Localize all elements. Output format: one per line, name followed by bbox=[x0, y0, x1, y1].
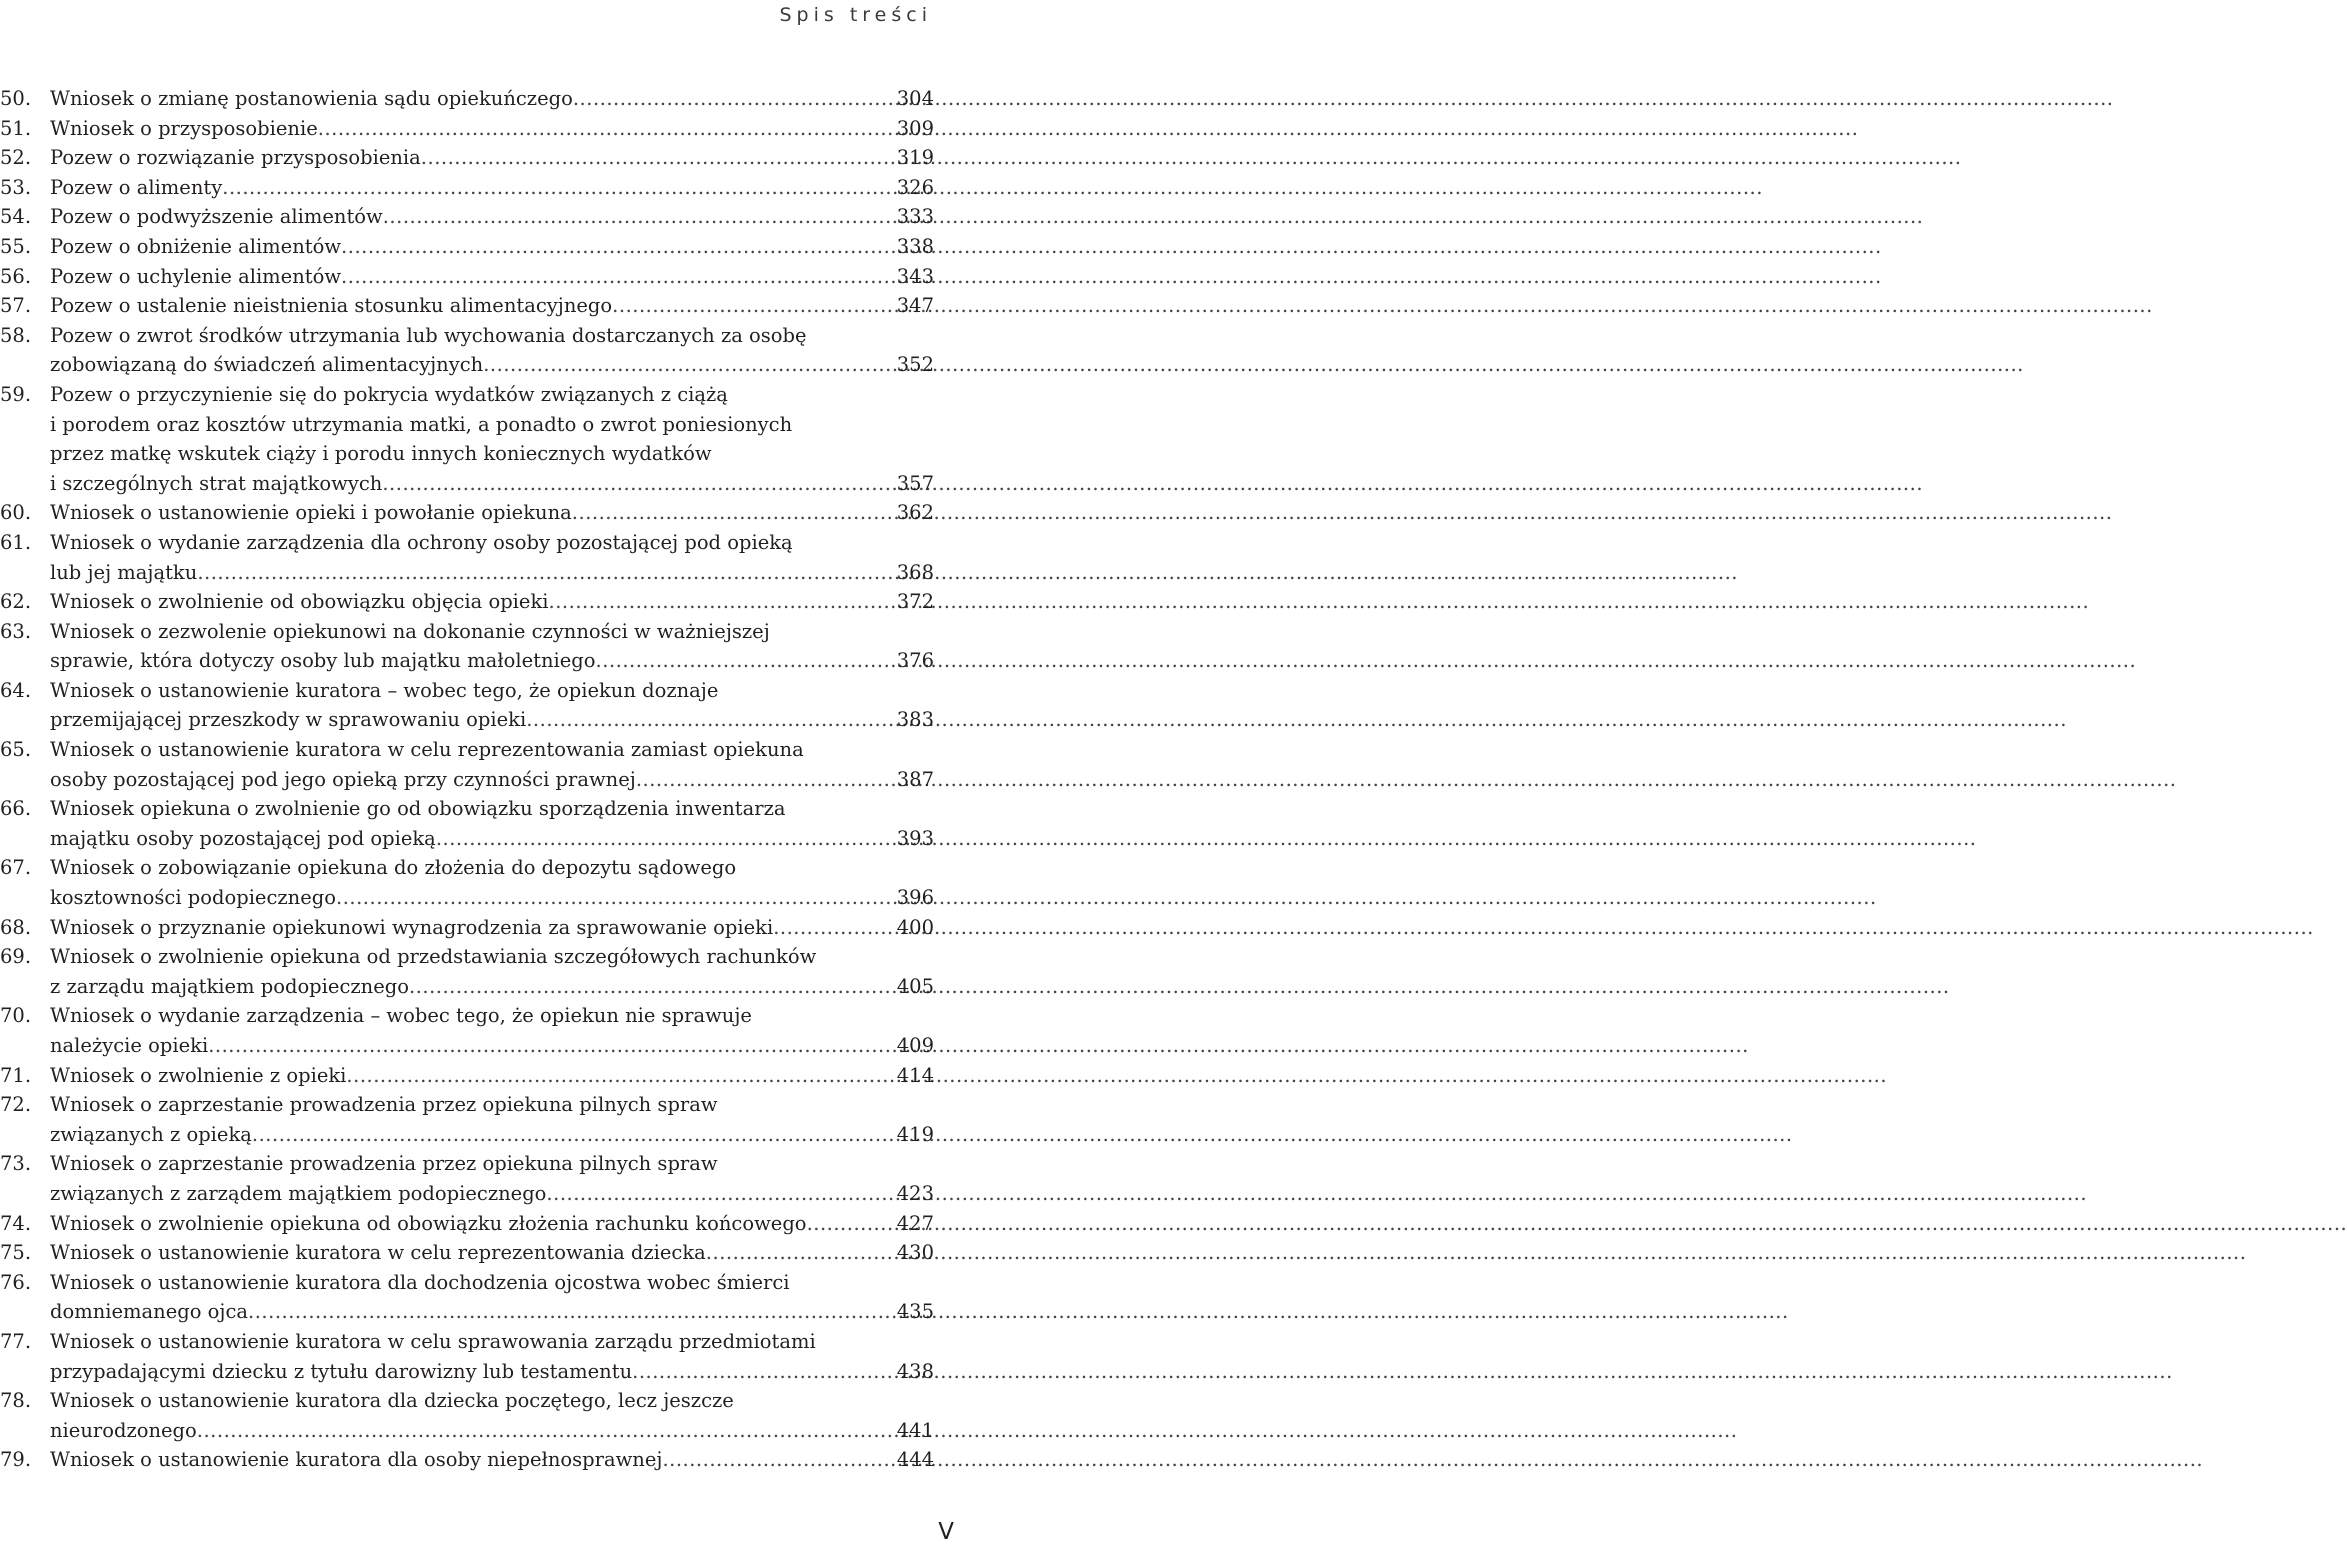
toc-entry-number: 63. bbox=[0, 619, 32, 643]
toc-entry-line bbox=[50, 765, 834, 795]
toc-entry-line: Wniosek o zezwolenie opiekunowi na dokonanie czynności w ważniejszej bbox=[50, 619, 770, 643]
page-number: V bbox=[938, 1519, 954, 1545]
toc-entry[interactable] bbox=[0, 735, 934, 794]
toc-entry-number: 59. bbox=[0, 382, 32, 406]
toc-entry-page: 309 bbox=[896, 116, 934, 140]
toc-entry-page: 419 bbox=[896, 1122, 934, 1146]
toc-entry-title: nieurodzonego bbox=[50, 1418, 197, 1442]
toc-entry-line bbox=[50, 143, 834, 173]
toc-entry-title: przemijającej przeszkody w sprawowaniu opieki bbox=[50, 708, 527, 732]
toc-entry-line: Wniosek o ustanowienie kuratora w celu reprezentowania zamiast opiekuna bbox=[50, 738, 804, 762]
dot-leader bbox=[773, 913, 834, 943]
dot-leader bbox=[807, 1209, 834, 1239]
toc-entry-page: 400 bbox=[896, 915, 934, 939]
toc-entry-line bbox=[50, 114, 834, 144]
toc-entry-line bbox=[50, 262, 834, 292]
toc-entry-page: 387 bbox=[896, 767, 934, 791]
toc-entry-line bbox=[50, 350, 834, 380]
toc-entry-number: 75. bbox=[0, 1241, 32, 1265]
dot-leader bbox=[546, 1179, 834, 1209]
toc-entry[interactable] bbox=[0, 617, 934, 676]
dot-leader bbox=[252, 1120, 834, 1150]
dot-leader bbox=[346, 1061, 834, 1091]
toc-entry[interactable] bbox=[0, 1386, 934, 1445]
toc-entry[interactable] bbox=[0, 528, 934, 587]
toc-entry-page: 357 bbox=[896, 471, 934, 495]
toc-entry-line: przez matkę wskutek ciąży i porodu innych koniecznych wydatków bbox=[50, 442, 712, 466]
toc-entry[interactable] bbox=[0, 380, 934, 498]
toc-entry-line bbox=[50, 1120, 834, 1150]
toc-entry-line: Wniosek o ustanowienie kuratora dla dochodzenia ojcostwa wobec śmierci bbox=[50, 1270, 790, 1294]
toc-entry-page: 333 bbox=[896, 205, 934, 229]
toc-entry[interactable] bbox=[0, 913, 934, 943]
toc-entry-page: 372 bbox=[896, 590, 934, 614]
toc-entry-title: Wniosek o przysposobienie bbox=[50, 116, 318, 140]
toc-entry[interactable] bbox=[0, 1327, 934, 1386]
toc-entry-number: 54. bbox=[0, 205, 32, 229]
toc-entry-title: majątku osoby pozostającej pod opieką bbox=[50, 826, 436, 850]
toc-entry-title: Wniosek o zmianę postanowienia sądu opiekuńczego bbox=[50, 87, 573, 110]
dot-leader bbox=[421, 143, 834, 173]
toc-entry-number: 74. bbox=[0, 1211, 32, 1235]
toc-entry-line bbox=[50, 824, 834, 854]
dot-leader bbox=[549, 587, 834, 617]
toc-entry-title: Pozew o podwyższenie alimentów bbox=[50, 205, 383, 229]
toc-entry-title: Wniosek o zwolnienie od obowiązku objęcia opieki bbox=[50, 590, 549, 614]
toc-entry-line bbox=[50, 587, 834, 617]
dot-leader bbox=[208, 1031, 834, 1061]
toc-entry-line bbox=[50, 232, 834, 262]
dot-leader bbox=[336, 883, 834, 913]
toc-entry-number: 76. bbox=[0, 1270, 32, 1294]
toc-entry[interactable] bbox=[0, 173, 934, 203]
toc-entry-page: 405 bbox=[896, 974, 934, 998]
toc-entry-line: Wniosek o zaprzestanie prowadzenia przez opiekuna pilnych spraw bbox=[50, 1093, 718, 1117]
toc-entry[interactable] bbox=[0, 942, 934, 1001]
toc-entry-page: 304 bbox=[896, 87, 934, 110]
toc-entry-line bbox=[50, 558, 834, 588]
toc-entry-page: 362 bbox=[896, 501, 934, 525]
dot-leader bbox=[636, 765, 834, 795]
toc-entry-title: lub jej majątku bbox=[50, 560, 198, 584]
toc-entry-number: 57. bbox=[0, 294, 32, 318]
toc-entry-line: Wniosek o zobowiązanie opiekuna do złożenia do depozytu sądowego bbox=[50, 856, 737, 880]
toc-entry-page: 368 bbox=[896, 560, 934, 584]
toc-entry-line: Pozew o przyczynienie się do pokrycia wydatków związanych z ciążą bbox=[50, 382, 728, 406]
toc-entry-number: 55. bbox=[0, 234, 32, 258]
toc-entry-page: 414 bbox=[896, 1063, 934, 1087]
toc-entry-line bbox=[50, 1031, 834, 1061]
toc-entry-number: 70. bbox=[0, 1004, 32, 1028]
toc-entry-page: 441 bbox=[896, 1418, 934, 1442]
toc-entry-number: 73. bbox=[0, 1152, 32, 1176]
toc-entry-title: Wniosek o ustanowienie kuratora dla osoby niepełnosprawnej bbox=[50, 1448, 663, 1472]
toc-entry-line bbox=[50, 498, 834, 528]
toc-entry[interactable] bbox=[0, 262, 934, 292]
toc-entry-number: 66. bbox=[0, 797, 32, 821]
toc-entry[interactable] bbox=[0, 1445, 934, 1475]
toc-entry-page: 423 bbox=[896, 1181, 934, 1205]
running-head: Spis treści bbox=[779, 4, 932, 26]
toc-entry-line bbox=[50, 1357, 834, 1387]
toc-entry-line: Wniosek o ustanowienie kuratora w celu sprawowania zarządu przedmiotami bbox=[50, 1329, 816, 1353]
table-of-contents bbox=[0, 84, 934, 1475]
toc-entry-line bbox=[50, 1297, 834, 1327]
toc-entry-number: 61. bbox=[0, 530, 32, 554]
toc-entry-title: z zarządu majątkiem podopiecznego bbox=[50, 974, 409, 998]
toc-entry-line bbox=[50, 972, 834, 1002]
dot-leader bbox=[436, 824, 834, 854]
toc-entry-page: 347 bbox=[896, 294, 934, 318]
toc-entry-number: 68. bbox=[0, 915, 32, 939]
toc-entry-title: Wniosek o ustanowienie kuratora w celu reprezentowania dziecka bbox=[50, 1241, 706, 1265]
toc-entry-page: 444 bbox=[896, 1448, 934, 1472]
toc-entry-number: 77. bbox=[0, 1329, 32, 1353]
toc-entry-line bbox=[50, 1209, 834, 1239]
toc-entry-page: 430 bbox=[896, 1241, 934, 1265]
toc-entry-line bbox=[50, 173, 834, 203]
toc-entry-title: zobowiązaną do świadczeń alimentacyjnych bbox=[50, 353, 484, 377]
toc-entry-page: 343 bbox=[896, 264, 934, 288]
toc-entry-line bbox=[50, 1416, 834, 1446]
toc-entry-title: osoby pozostającej pod jego opieką przy czynności prawnej bbox=[50, 767, 636, 791]
toc-entry[interactable] bbox=[0, 1090, 934, 1149]
toc-entry-line: Wniosek o wydanie zarządzenia – wobec tego, że opiekun nie sprawuje bbox=[50, 1004, 752, 1028]
toc-entry[interactable] bbox=[0, 1238, 934, 1268]
dot-leader bbox=[572, 498, 834, 528]
toc-entry-line bbox=[50, 469, 834, 499]
toc-entry-number: 69. bbox=[0, 945, 32, 969]
toc-entry-number: 65. bbox=[0, 738, 32, 762]
toc-entry-line: Wniosek o zaprzestanie prowadzenia przez opiekuna pilnych spraw bbox=[50, 1152, 718, 1176]
toc-entry-line: Wniosek o zwolnienie opiekuna od przedstawiania szczegółowych rachunków bbox=[50, 945, 817, 969]
toc-entry[interactable] bbox=[0, 498, 934, 528]
toc-entry[interactable] bbox=[0, 1209, 934, 1239]
toc-entry-number: 52. bbox=[0, 146, 32, 170]
toc-entry[interactable] bbox=[0, 853, 934, 912]
toc-entry[interactable] bbox=[0, 114, 934, 144]
toc-entry-page: 435 bbox=[896, 1300, 934, 1324]
toc-entry[interactable] bbox=[0, 1061, 934, 1091]
toc-entry-number: 71. bbox=[0, 1063, 32, 1087]
toc-entry-line: Pozew o zwrot środków utrzymania lub wychowania dostarczanych za osobę bbox=[50, 323, 807, 347]
toc-entry-title: Wniosek o przyznanie opiekunowi wynagrodzenia za sprawowanie opieki bbox=[50, 915, 774, 939]
toc-entry-page: 338 bbox=[896, 234, 934, 258]
dot-leader bbox=[596, 646, 834, 676]
dot-leader bbox=[248, 1297, 834, 1327]
dot-leader bbox=[341, 232, 834, 262]
dot-leader bbox=[573, 84, 834, 114]
toc-entry-line bbox=[50, 705, 834, 735]
toc-entry-number: 60. bbox=[0, 501, 32, 525]
toc-entry-line bbox=[50, 646, 834, 676]
toc-entry-number: 56. bbox=[0, 264, 32, 288]
dot-leader bbox=[526, 705, 834, 735]
toc-entry-title: przypadającymi dziecku z tytułu darowizny lub testamentu bbox=[50, 1359, 633, 1383]
toc-entry-title: należycie opieki bbox=[50, 1034, 209, 1057]
dot-leader bbox=[197, 558, 834, 588]
toc-entry[interactable] bbox=[0, 232, 934, 262]
toc-entry-page: 326 bbox=[896, 175, 934, 199]
toc-entry[interactable] bbox=[0, 794, 934, 853]
toc-entry-title: Wniosek o zwolnienie z opieki bbox=[50, 1063, 347, 1087]
dot-leader bbox=[662, 1445, 834, 1475]
dot-leader bbox=[483, 350, 834, 380]
toc-entry-title: Pozew o obniżenie alimentów bbox=[50, 234, 342, 258]
toc-entry-line bbox=[50, 1445, 834, 1475]
toc-entry-title: Wniosek o ustanowienie opieki i powołanie opiekuna bbox=[50, 501, 572, 525]
toc-entry-number: 72. bbox=[0, 1093, 32, 1117]
toc-entry-page: 383 bbox=[896, 708, 934, 732]
dot-leader bbox=[612, 291, 834, 321]
toc-entry-title: domniemanego ojca bbox=[50, 1300, 249, 1324]
toc-entry-line bbox=[50, 202, 834, 232]
toc-entry[interactable] bbox=[0, 143, 934, 173]
toc-entry-page: 393 bbox=[896, 826, 934, 850]
toc-entry-number: 51. bbox=[0, 116, 32, 140]
dot-leader bbox=[222, 173, 834, 203]
toc-entry-line bbox=[50, 913, 834, 943]
toc-entry[interactable] bbox=[0, 587, 934, 617]
toc-entry-title: i szczególnych strat majątkowych bbox=[50, 471, 383, 495]
toc-entry-line bbox=[50, 883, 834, 913]
toc-entry-title: sprawie, która dotyczy osoby lub majątku małoletniego bbox=[50, 649, 596, 673]
toc-entry-line bbox=[50, 84, 834, 114]
toc-entry-line: Wniosek o ustanowienie kuratora dla dziecka poczętego, lecz jeszcze bbox=[50, 1389, 734, 1413]
toc-entry[interactable] bbox=[0, 291, 934, 321]
toc-entry-page: 352 bbox=[896, 353, 934, 377]
toc-entry-line: Wniosek opiekuna o zwolnienie go od obowiązku sporządzenia inwentarza bbox=[50, 797, 786, 821]
toc-entry[interactable] bbox=[0, 202, 934, 232]
toc-entry[interactable] bbox=[0, 1001, 934, 1060]
toc-entry[interactable] bbox=[0, 1149, 934, 1208]
toc-entry-page: 319 bbox=[896, 146, 934, 170]
dot-leader bbox=[382, 469, 834, 499]
toc-entry-line: Wniosek o ustanowienie kuratora – wobec tego, że opiekun doznaje bbox=[50, 678, 719, 702]
toc-entry-title: Pozew o ustalenie nieistnienia stosunku alimentacyjnego bbox=[50, 294, 613, 318]
toc-entry-number: 58. bbox=[0, 323, 32, 347]
toc-entry-title: związanych z zarządem majątkiem podopiecznego bbox=[50, 1181, 547, 1205]
toc-entry-title: kosztowności podopiecznego bbox=[50, 886, 336, 910]
toc-entry-title: Pozew o uchylenie alimentów bbox=[50, 264, 342, 288]
toc-entry-title: Pozew o rozwiązanie przysposobienia bbox=[50, 146, 421, 170]
toc-entry-number: 79. bbox=[0, 1448, 32, 1472]
toc-entry-number: 62. bbox=[0, 590, 32, 614]
toc-entry-page: 438 bbox=[896, 1359, 934, 1383]
toc-entry-line: i porodem oraz kosztów utrzymania matki, a ponadto o zwrot poniesionych bbox=[50, 412, 793, 436]
toc-entry-page: 376 bbox=[896, 649, 934, 673]
toc-entry-line bbox=[50, 1238, 834, 1268]
toc-entry-number: 78. bbox=[0, 1389, 32, 1413]
dot-leader bbox=[632, 1357, 834, 1387]
toc-entry-title: związanych z opieką bbox=[50, 1122, 252, 1146]
toc-entry-line bbox=[50, 291, 834, 321]
toc-entry-title: Pozew o alimenty bbox=[50, 175, 223, 199]
dot-leader bbox=[341, 262, 834, 292]
toc-entry[interactable] bbox=[0, 84, 934, 114]
toc-entry[interactable] bbox=[0, 676, 934, 735]
dot-leader bbox=[318, 114, 834, 144]
toc-entry-page: 396 bbox=[896, 886, 934, 910]
toc-entry-number: 64. bbox=[0, 678, 32, 702]
dot-leader bbox=[409, 972, 834, 1002]
toc-entry-line: Wniosek o wydanie zarządzenia dla ochrony osoby pozostającej pod opieką bbox=[50, 530, 793, 554]
toc-entry-number: 50. bbox=[0, 87, 32, 110]
dot-leader bbox=[706, 1238, 834, 1268]
toc-entry-line bbox=[50, 1179, 834, 1209]
toc-entry[interactable] bbox=[0, 321, 934, 380]
toc-entry-number: 53. bbox=[0, 175, 32, 199]
toc-entry-page: 427 bbox=[896, 1211, 934, 1235]
dot-leader bbox=[383, 202, 834, 232]
toc-entry-number: 67. bbox=[0, 856, 32, 880]
toc-entry-line bbox=[50, 1061, 834, 1091]
toc-entry-page: 409 bbox=[896, 1034, 934, 1057]
dot-leader bbox=[197, 1416, 834, 1446]
toc-entry-title: Wniosek o zwolnienie opiekuna od obowiązku złożenia rachunku końcowego bbox=[50, 1211, 807, 1235]
toc-entry[interactable] bbox=[0, 1268, 934, 1327]
